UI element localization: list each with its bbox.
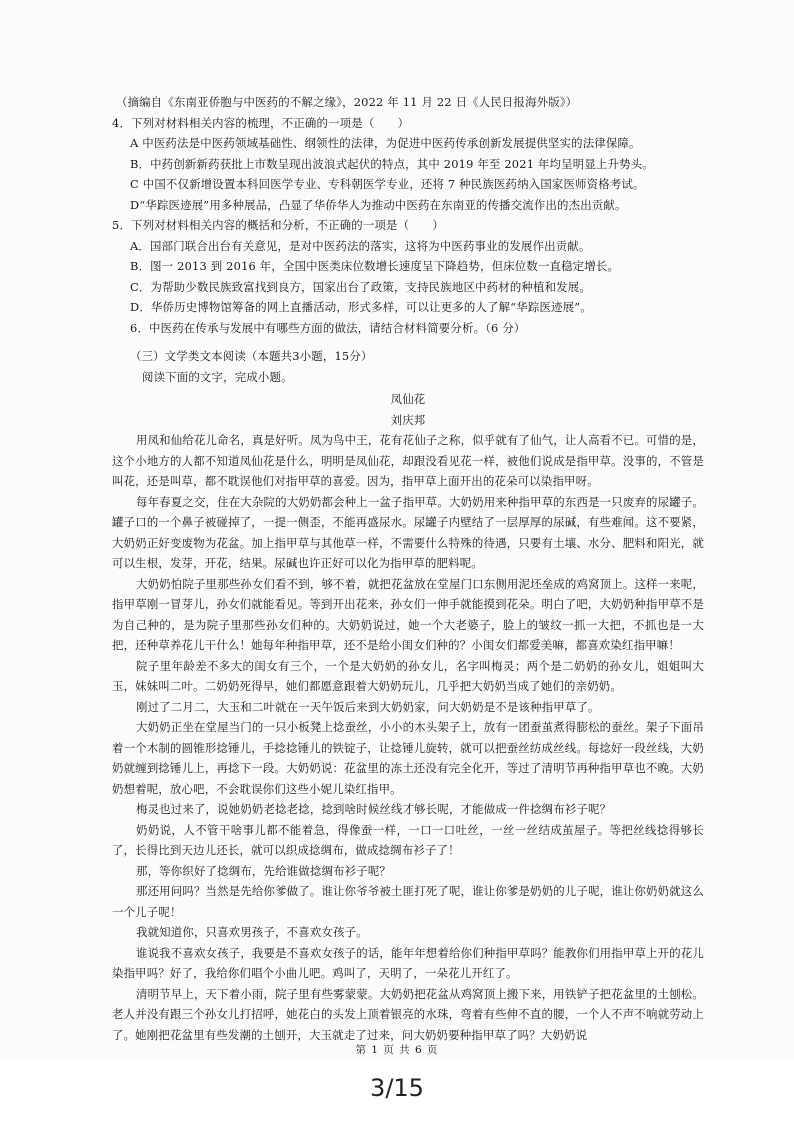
page-content (112, 92, 704, 1045)
question-5-option-c: C．为帮助少数民族致富找到良方，国家出台了政策，支持民族地区中药材的种植和发展。 (130, 279, 591, 294)
question-5-stem: 5．下列对材料相关内容的概括和分析，不正确的一项是（ ） (112, 218, 444, 232)
story-title: 凤仙花 (390, 392, 426, 406)
story-paragraph: 大奶奶怕院子里那些孙女们看不到，够不着，就把花盆放在堂屋门口东侧用泥坯垒成的鸡窝顶上。这样一来呢，指甲草刚一冒芽儿，孙女们就能看见。等到开出花来，孙女们一伸手就能摸到花朵。明白了吧，大奶奶种指甲草不是为自己种的，是为院子里那些孙女们种的。大奶奶说过，她一个大老婆子，脸上的皱纹一抓一大把，不抓也是一大把，还种草养花儿干什么！她每年种指甲草，还不是给小闺女们种的？小闺女们都爱美嘛，都喜欢染红指甲嘛！ (112, 576, 704, 652)
story-paragraph: 那还用问吗？当然是先给你爹做了。谁让你爷爷被土匪打死了呢，谁让你爹是奶奶的儿子呢，谁让你奶奶就这么一个儿子呢！ (112, 884, 704, 919)
question-5-option-b: B．图一 2013 到 2016 年，全国中医类床位数增长速度呈下降趋势，但床位数一直稳定增长。 (130, 259, 620, 273)
page-counter: 3/15 (370, 1074, 424, 1102)
question-5-option-d: D．华侨历史博物馆筹备的网上直播活动，形式多样，可以让更多的人了解“华踪医迹展”。 (130, 300, 592, 314)
story-paragraph: 每年春夏之交，住在大杂院的大奶奶都会种上一盆子指甲草。大奶奶用来种指甲草的东西是一只废弃的尿罐子。罐子口的一个鼻子被碰掉了，一提一侧歪，不能再盛尿水。尿罐子内壁结了一层厚厚的尿碱，有些难闻。这不要紧，大奶奶正好变废物为花盆。加上指甲草与其他草一样，不需要什么特殊的待遇，只要有土壤、水分、肥料和阳光，就可以生根，发芽，开花，结果。尿碱也许正好可以化为指甲草的肥料呢。 (112, 494, 704, 570)
question-5-option-a: A．国部门联合出台有关意见，是对中医药法的落实，这将为中医药事业的发展作出贡献。 (130, 238, 591, 253)
story-paragraph: 清明节早上，天下着小雨，院子里有些雾蒙蒙。大奶奶把花盆从鸡窝顶上搬下来，用铁铲子把花盆里的土刨松。老人并没有跟三个孙女儿打招呼，她花白的头发上顶着银亮的水珠，弯着有些伸不直的腰，一个人不声不响就劳动上了。她刚把花盆里有些发潮的土刨开，大玉就走了过来，问大奶奶要种指甲草了吗？大奶奶说 (112, 986, 704, 1042)
section-heading: （三）文学类文本阅读（本题共3小题，15分） (130, 349, 373, 363)
question-4-option-a: A 中医药法是中医药领域基础性、纲领性的法律，为促进中医药传承创新发展提供坚实的法律保障。 (130, 136, 641, 150)
question-4-option-d: D“华踪医迹展”用多种展品，凸显了华侨华人为推动中医药在东南亚的传播交流作出的杰出贡献。 (130, 197, 627, 212)
story-paragraph: 刚过了二月二，大玉和二叶就在一天午饭后来到大奶奶家，问大奶奶是不是该种指甲草了。 (136, 699, 600, 714)
story-paragraph: 我就知道你，只喜欢男孩子，不喜欢女孩子。 (136, 925, 368, 939)
story-paragraph: 奶奶说，人不管干啥事儿都不能着急，得像蚕一样，一口一口吐丝，一丝一丝结成茧屋子。等把丝线捻得够长了，长得比到天边儿还长，就可以织成捻绸布，做成捻绸布衫子了！ (112, 822, 704, 857)
question-4-option-b: B．中药创新新药获批上市数呈现出波浪式起伏的特点，其中 2019 年至 2021 年均呈明显上升势头。 (130, 156, 654, 171)
story-author: 刘庆邦 (390, 412, 426, 427)
question-4-option-c: C 中国不仅新增设置本科回医学专业、专科朝医学专业，还将 7 种民族医药纳入国家医师资格考试。 (130, 177, 645, 191)
question-6: 6．中医药在传承与发展中有哪些方面的做法，请结合材料简要分析。（6 分） (130, 320, 526, 335)
story-paragraph: 那，等你织好了捻绸布，先给谁做捻绸布衫子呢？ (136, 863, 391, 878)
page-footer: 第 1 页 共 6 页 (355, 1044, 439, 1056)
reading-instruction: 阅读下面的文字，完成小题。 (142, 369, 293, 384)
story-paragraph: 大奶奶正坐在堂屋当门的一只小板凳上捻蚕丝，小小的木头架子上，放有一团蚕茧煮得膨松的蚕丝。架子下面吊着一个木制的圆锥形捻锤儿，手捻捻锤儿的铁锭子，让捻锤儿旋转，就可以把蚕丝纺成丝线。每捻好一段丝线，大奶奶就缠到捻锤儿上，再捻下一段。大奶奶说：花盆里的冻土还没有完全化开，等过了清明节再种指甲草也不晚。大奶奶想着呢，放心吧，不会耽误你们这些小妮儿染红指甲。 (112, 720, 704, 796)
story-paragraph: 梅灵也过来了，说她奶奶老捻老捻，捻到啥时候丝线才够长呢，才能做成一件捻绸布衫子呢？ (136, 802, 612, 816)
source-citation: （摘编自《东南亚侨胞与中医药的不解之缘》，2022 年 11 月 22 日《人民日报海外版》） (116, 95, 578, 109)
story-paragraph: 谁说我不喜欢女孩子，我要是不喜欢女孩子的话，能年年想着给你们种指甲草吗？能教你们用指甲草上开的花儿染指甲吗？好了，我给你们唱个小曲儿吧。鸡叫了，天明了，一朵花儿开红了。 (112, 945, 704, 980)
story-paragraph: 院子里年龄差不多大的闺女有三个，一个是大奶奶的孙女儿，名字叫梅灵；两个是二奶奶的孙女儿，姐姐叫大玉，妹妹叫二叶。二奶奶死得早，她们都愿意跟着大奶奶玩儿，几乎把大奶奶当成了她们的亲奶奶。 (112, 658, 704, 693)
story-paragraph: 用凤和仙给花儿命名，真是好听。凤为鸟中王，花有花仙子之称，似乎就有了仙气，让人高看不已。可惜的是，这个小地方的人都不知道凤仙花是什么，明明是凤仙花，却跟没看见花一样，被他们说成是指甲草。没事的，不管是叫花，还是叫草，都不耽误他们对指甲草的喜爱。因为，指甲草上面开出的花朵可以染指甲呀。 (112, 433, 704, 488)
question-4-stem: 4．下列对材料相关内容的梳理，不正确的一项是（ ） (112, 115, 410, 130)
